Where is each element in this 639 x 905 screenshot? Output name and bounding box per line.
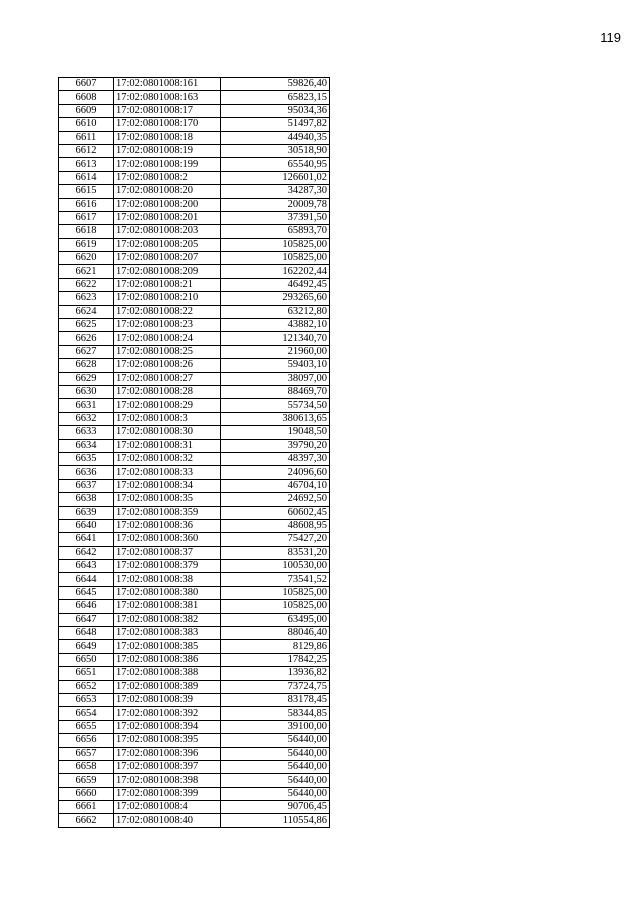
row-number-cell: 6627 [59, 345, 114, 358]
cadastral-number-cell: 17:02:0801008:17 [114, 104, 221, 117]
cadastral-number-cell: 17:02:0801008:380 [114, 586, 221, 599]
cadastral-number-cell: 17:02:0801008:40 [114, 814, 221, 827]
table-row [59, 91, 330, 104]
value-cell: 39100,00 [221, 720, 330, 733]
table-row [59, 265, 330, 278]
value-cell: 83531,20 [221, 546, 330, 559]
value-cell: 60602,45 [221, 506, 330, 519]
row-number-cell: 6624 [59, 305, 114, 318]
table-row [59, 560, 330, 573]
cadastral-number-cell: 17:02:0801008:385 [114, 640, 221, 653]
row-number-cell: 6626 [59, 332, 114, 345]
table-row [59, 211, 330, 224]
value-cell: 48608,95 [221, 519, 330, 532]
table-row [59, 319, 330, 332]
row-number-cell: 6609 [59, 104, 114, 117]
row-number-cell: 6658 [59, 760, 114, 773]
table-row [59, 747, 330, 760]
value-cell: 24692,50 [221, 493, 330, 506]
value-cell: 24096,60 [221, 466, 330, 479]
row-number-cell: 6654 [59, 707, 114, 720]
table-row [59, 225, 330, 238]
row-number-cell: 6657 [59, 747, 114, 760]
table-row [59, 466, 330, 479]
row-number-cell: 6641 [59, 533, 114, 546]
value-cell: 59826,40 [221, 78, 330, 91]
table-row [59, 546, 330, 559]
table-row [59, 278, 330, 291]
value-cell: 293265,60 [221, 292, 330, 305]
row-number-cell: 6642 [59, 546, 114, 559]
table-row [59, 399, 330, 412]
table-row [59, 814, 330, 827]
row-number-cell: 6629 [59, 372, 114, 385]
value-cell: 73541,52 [221, 573, 330, 586]
value-cell: 48397,30 [221, 452, 330, 465]
cadastral-number-cell: 17:02:0801008:34 [114, 479, 221, 492]
table-row [59, 734, 330, 747]
cadastral-number-cell: 17:02:0801008:382 [114, 613, 221, 626]
table-row [59, 198, 330, 211]
value-cell: 110554,86 [221, 814, 330, 827]
row-number-cell: 6622 [59, 278, 114, 291]
table-row [59, 680, 330, 693]
row-number-cell: 6651 [59, 667, 114, 680]
value-cell: 126601,02 [221, 171, 330, 184]
table-row [59, 720, 330, 733]
row-number-cell: 6659 [59, 774, 114, 787]
row-number-cell: 6620 [59, 252, 114, 265]
table-row [59, 78, 330, 91]
value-cell: 51497,82 [221, 118, 330, 131]
row-number-cell: 6645 [59, 586, 114, 599]
table-row [59, 345, 330, 358]
cadastral-number-cell: 17:02:0801008:205 [114, 238, 221, 251]
cadastral-number-cell: 17:02:0801008:2 [114, 171, 221, 184]
cadastral-number-cell: 17:02:0801008:33 [114, 466, 221, 479]
value-cell: 65893,70 [221, 225, 330, 238]
row-number-cell: 6611 [59, 131, 114, 144]
cadastral-number-cell: 17:02:0801008:30 [114, 426, 221, 439]
table-row [59, 627, 330, 640]
cadastral-number-cell: 17:02:0801008:209 [114, 265, 221, 278]
value-cell: 37391,50 [221, 211, 330, 224]
row-number-cell: 6610 [59, 118, 114, 131]
cadastral-number-cell: 17:02:0801008:396 [114, 747, 221, 760]
row-number-cell: 6621 [59, 265, 114, 278]
row-number-cell: 6662 [59, 814, 114, 827]
table-row [59, 412, 330, 425]
cadastral-number-cell: 17:02:0801008:38 [114, 573, 221, 586]
row-number-cell: 6638 [59, 493, 114, 506]
table-row [59, 506, 330, 519]
cadastral-number-cell: 17:02:0801008:395 [114, 734, 221, 747]
table-row [59, 787, 330, 800]
row-number-cell: 6615 [59, 185, 114, 198]
table-row [59, 640, 330, 653]
table-body [59, 78, 330, 828]
cadastral-number-cell: 17:02:0801008:201 [114, 211, 221, 224]
value-cell: 38097,00 [221, 372, 330, 385]
cadastral-number-cell: 17:02:0801008:163 [114, 91, 221, 104]
cadastral-number-cell: 17:02:0801008:19 [114, 144, 221, 157]
value-cell: 105825,00 [221, 600, 330, 613]
table-row [59, 372, 330, 385]
table-row [59, 693, 330, 706]
row-number-cell: 6618 [59, 225, 114, 238]
table-row [59, 573, 330, 586]
row-number-cell: 6625 [59, 319, 114, 332]
table-row [59, 426, 330, 439]
table-row [59, 131, 330, 144]
row-number-cell: 6639 [59, 506, 114, 519]
cadastral-number-cell: 17:02:0801008:397 [114, 760, 221, 773]
table-row [59, 252, 330, 265]
value-cell: 56440,00 [221, 774, 330, 787]
row-number-cell: 6661 [59, 801, 114, 814]
row-number-cell: 6633 [59, 426, 114, 439]
cadastral-number-cell: 17:02:0801008:36 [114, 519, 221, 532]
value-cell: 19048,50 [221, 426, 330, 439]
cadastral-number-cell: 17:02:0801008:27 [114, 372, 221, 385]
row-number-cell: 6612 [59, 144, 114, 157]
row-number-cell: 6623 [59, 292, 114, 305]
row-number-cell: 6660 [59, 787, 114, 800]
cadastral-number-cell: 17:02:0801008:37 [114, 546, 221, 559]
value-cell: 63212,80 [221, 305, 330, 318]
value-cell: 380613,65 [221, 412, 330, 425]
value-cell: 59403,10 [221, 359, 330, 372]
table-row [59, 305, 330, 318]
table-row [59, 104, 330, 117]
row-number-cell: 6649 [59, 640, 114, 653]
cadastral-number-cell: 17:02:0801008:381 [114, 600, 221, 613]
value-cell: 63495,00 [221, 613, 330, 626]
cadastral-number-cell: 17:02:0801008:210 [114, 292, 221, 305]
cadastral-number-cell: 17:02:0801008:398 [114, 774, 221, 787]
cadastral-number-cell: 17:02:0801008:4 [114, 801, 221, 814]
cadastral-number-cell: 17:02:0801008:379 [114, 560, 221, 573]
value-cell: 105825,00 [221, 238, 330, 251]
row-number-cell: 6636 [59, 466, 114, 479]
table-row [59, 185, 330, 198]
row-number-cell: 6637 [59, 479, 114, 492]
cadastral-number-cell: 17:02:0801008:32 [114, 452, 221, 465]
row-number-cell: 6608 [59, 91, 114, 104]
table-row [59, 292, 330, 305]
table-row [59, 707, 330, 720]
cadastral-number-cell: 17:02:0801008:199 [114, 158, 221, 171]
table-row [59, 774, 330, 787]
table-row [59, 533, 330, 546]
row-number-cell: 6635 [59, 452, 114, 465]
value-cell: 20009,78 [221, 198, 330, 211]
row-number-cell: 6614 [59, 171, 114, 184]
cadastral-number-cell: 17:02:0801008:31 [114, 439, 221, 452]
row-number-cell: 6628 [59, 359, 114, 372]
value-cell: 46704,10 [221, 479, 330, 492]
table-row [59, 613, 330, 626]
cadastral-number-cell: 17:02:0801008:207 [114, 252, 221, 265]
value-cell: 43882,10 [221, 319, 330, 332]
table-row [59, 600, 330, 613]
value-cell: 55734,50 [221, 399, 330, 412]
value-cell: 162202,44 [221, 265, 330, 278]
table-row [59, 760, 330, 773]
page-number: 119 [600, 30, 621, 45]
cadastral-number-cell: 17:02:0801008:25 [114, 345, 221, 358]
cadastral-number-cell: 17:02:0801008:18 [114, 131, 221, 144]
row-number-cell: 6650 [59, 653, 114, 666]
cadastral-number-cell: 17:02:0801008:35 [114, 493, 221, 506]
cadastral-number-cell: 17:02:0801008:170 [114, 118, 221, 131]
value-cell: 95034,36 [221, 104, 330, 117]
value-cell: 21960,00 [221, 345, 330, 358]
row-number-cell: 6640 [59, 519, 114, 532]
cadastral-number-cell: 17:02:0801008:20 [114, 185, 221, 198]
table-row [59, 519, 330, 532]
cadastral-number-cell: 17:02:0801008:383 [114, 627, 221, 640]
cadastral-number-cell: 17:02:0801008:23 [114, 319, 221, 332]
cadastral-number-cell: 17:02:0801008:203 [114, 225, 221, 238]
value-cell: 83178,45 [221, 693, 330, 706]
value-cell: 34287,30 [221, 185, 330, 198]
value-cell: 56440,00 [221, 734, 330, 747]
value-cell: 8129,86 [221, 640, 330, 653]
table-row [59, 479, 330, 492]
value-cell: 17842,25 [221, 653, 330, 666]
cadastral-number-cell: 17:02:0801008:3 [114, 412, 221, 425]
cadastral-number-cell: 17:02:0801008:21 [114, 278, 221, 291]
cadastral-number-cell: 17:02:0801008:200 [114, 198, 221, 211]
table-row [59, 359, 330, 372]
table-row [59, 238, 330, 251]
value-cell: 100530,00 [221, 560, 330, 573]
row-number-cell: 6647 [59, 613, 114, 626]
cadastral-number-cell: 17:02:0801008:399 [114, 787, 221, 800]
table-row [59, 385, 330, 398]
cadastral-number-cell: 17:02:0801008:389 [114, 680, 221, 693]
value-cell: 13936,82 [221, 667, 330, 680]
value-cell: 105825,00 [221, 252, 330, 265]
table-row [59, 332, 330, 345]
value-cell: 65540,95 [221, 158, 330, 171]
row-number-cell: 6631 [59, 399, 114, 412]
cadastral-number-cell: 17:02:0801008:24 [114, 332, 221, 345]
row-number-cell: 6652 [59, 680, 114, 693]
cadastral-number-cell: 17:02:0801008:39 [114, 693, 221, 706]
value-cell: 88046,40 [221, 627, 330, 640]
value-cell: 56440,00 [221, 760, 330, 773]
row-number-cell: 6619 [59, 238, 114, 251]
row-number-cell: 6644 [59, 573, 114, 586]
row-number-cell: 6632 [59, 412, 114, 425]
table-row [59, 653, 330, 666]
row-number-cell: 6646 [59, 600, 114, 613]
value-cell: 39790,20 [221, 439, 330, 452]
cadastral-number-cell: 17:02:0801008:388 [114, 667, 221, 680]
cadastral-number-cell: 17:02:0801008:26 [114, 359, 221, 372]
table-row [59, 493, 330, 506]
cadastral-number-cell: 17:02:0801008:28 [114, 385, 221, 398]
value-cell: 90706,45 [221, 801, 330, 814]
value-cell: 30518,90 [221, 144, 330, 157]
table-row [59, 171, 330, 184]
value-cell: 56440,00 [221, 747, 330, 760]
row-number-cell: 6613 [59, 158, 114, 171]
cadastral-number-cell: 17:02:0801008:161 [114, 78, 221, 91]
row-number-cell: 6653 [59, 693, 114, 706]
table-row [59, 667, 330, 680]
value-cell: 75427,20 [221, 533, 330, 546]
table-row [59, 452, 330, 465]
value-cell: 56440,00 [221, 787, 330, 800]
cadastral-number-cell: 17:02:0801008:386 [114, 653, 221, 666]
cadastral-number-cell: 17:02:0801008:392 [114, 707, 221, 720]
value-cell: 88469,70 [221, 385, 330, 398]
row-number-cell: 6655 [59, 720, 114, 733]
table-row [59, 801, 330, 814]
cadastral-number-cell: 17:02:0801008:22 [114, 305, 221, 318]
value-cell: 46492,45 [221, 278, 330, 291]
table-row [59, 118, 330, 131]
table-row [59, 144, 330, 157]
cadastral-number-cell: 17:02:0801008:29 [114, 399, 221, 412]
table-row [59, 158, 330, 171]
row-number-cell: 6634 [59, 439, 114, 452]
table-row [59, 439, 330, 452]
row-number-cell: 6648 [59, 627, 114, 640]
row-number-cell: 6616 [59, 198, 114, 211]
value-cell: 65823,15 [221, 91, 330, 104]
cadastral-number-cell: 17:02:0801008:359 [114, 506, 221, 519]
table-row [59, 586, 330, 599]
cadastral-value-table [58, 77, 330, 828]
row-number-cell: 6643 [59, 560, 114, 573]
value-cell: 73724,75 [221, 680, 330, 693]
row-number-cell: 6656 [59, 734, 114, 747]
value-cell: 105825,00 [221, 586, 330, 599]
row-number-cell: 6607 [59, 78, 114, 91]
cadastral-number-cell: 17:02:0801008:394 [114, 720, 221, 733]
row-number-cell: 6617 [59, 211, 114, 224]
value-cell: 121340,70 [221, 332, 330, 345]
value-cell: 58344,85 [221, 707, 330, 720]
cadastral-number-cell: 17:02:0801008:360 [114, 533, 221, 546]
row-number-cell: 6630 [59, 385, 114, 398]
value-cell: 44940,35 [221, 131, 330, 144]
